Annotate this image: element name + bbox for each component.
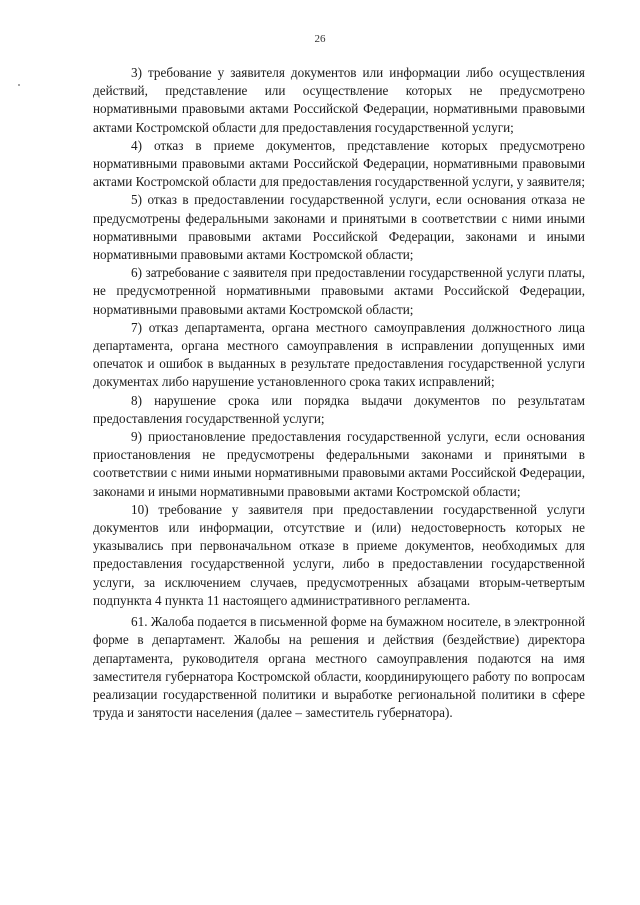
paragraph-item-7: 7) отказ департамента, органа местного самоуправления должностного лица департамента, органа местного самоуправления в исправлении допущенных ими опечаток и ошибок в выданных в результате предоставления государственной услуги документах либо нарушение установленного срока таких исправлений; bbox=[93, 319, 585, 390]
paragraph-section-61: 61. Жалоба подается в письменной форме на бумажном носителе, в электронной форме в департамент. Жалобы на решения и действия (бездействие) директора департамента, руководителя органа местного самоуправления подаются на имя заместителя губернатора Костромской области, координирующего работу по вопросам реализации государственной политики и выработке региональной политики в сфере труда и занятости населения (далее – заместитель губернатора). bbox=[93, 614, 586, 721]
paragraph-item-5: 5) отказ в предоставлении государственной услуги, если основания отказа не предусмотрены федеральными законами и принятыми в соответствии с ними иными нормативными правовыми актами Российской Федерации, законами и иными нормативными правовыми актами Костромской области; bbox=[93, 192, 585, 263]
paragraph-item-9: 9) приостановление предоставления государственной услуги, если основания приостановления не предусмотрены федеральными законами и принятыми в соответствии с ними иными нормативными правовыми актами Российской Федерации, законами и иными нормативными правовыми актами Костромской области; bbox=[93, 429, 585, 499]
paragraph-item-6: 6) затребование с заявителя при предоставлении государственной услуги платы, не предусмотренной нормативными правовыми актами Российской Федерации, нормативными правовыми актами Костромской области; bbox=[93, 265, 585, 317]
paragraph-item-4: 4) отказ в приеме документов, представление которых предусмотрено нормативными правовыми актами Российской Федерации, нормативными правовыми актами Костромской области для предоставления государственной услуги, у заявителя; bbox=[93, 137, 586, 190]
paragraph-item-3: 3) требование у заявителя документов или информации либо осуществления действий, представление или осуществление которых не предусмотрено нормативными правовыми актами Российской Федерации, нормативными правовыми актами Костромской области для предоставления государственной услуги; bbox=[93, 65, 585, 135]
paragraph-item-10: 10) требование у заявителя при предоставлении государственной услуги документов или информации, отсутствие и (или) недостоверность которых не указывались при первоначальном отказе в приеме документов, необходимых для предоставления государственной услуги, либо в предоставлении государственной услуги, за исключением случаев, предусмотренных абзацами вторым-четвертым подпункта 4 пункта 11 настоящего административного регламента. bbox=[93, 501, 585, 608]
paragraph-item-8: 8) нарушение срока или порядка выдачи документов по результатам предоставления государственной услуги; bbox=[93, 392, 585, 426]
page-number: 26 bbox=[314, 33, 326, 45]
scan-speck bbox=[18, 84, 20, 86]
document-body bbox=[93, 64, 585, 722]
